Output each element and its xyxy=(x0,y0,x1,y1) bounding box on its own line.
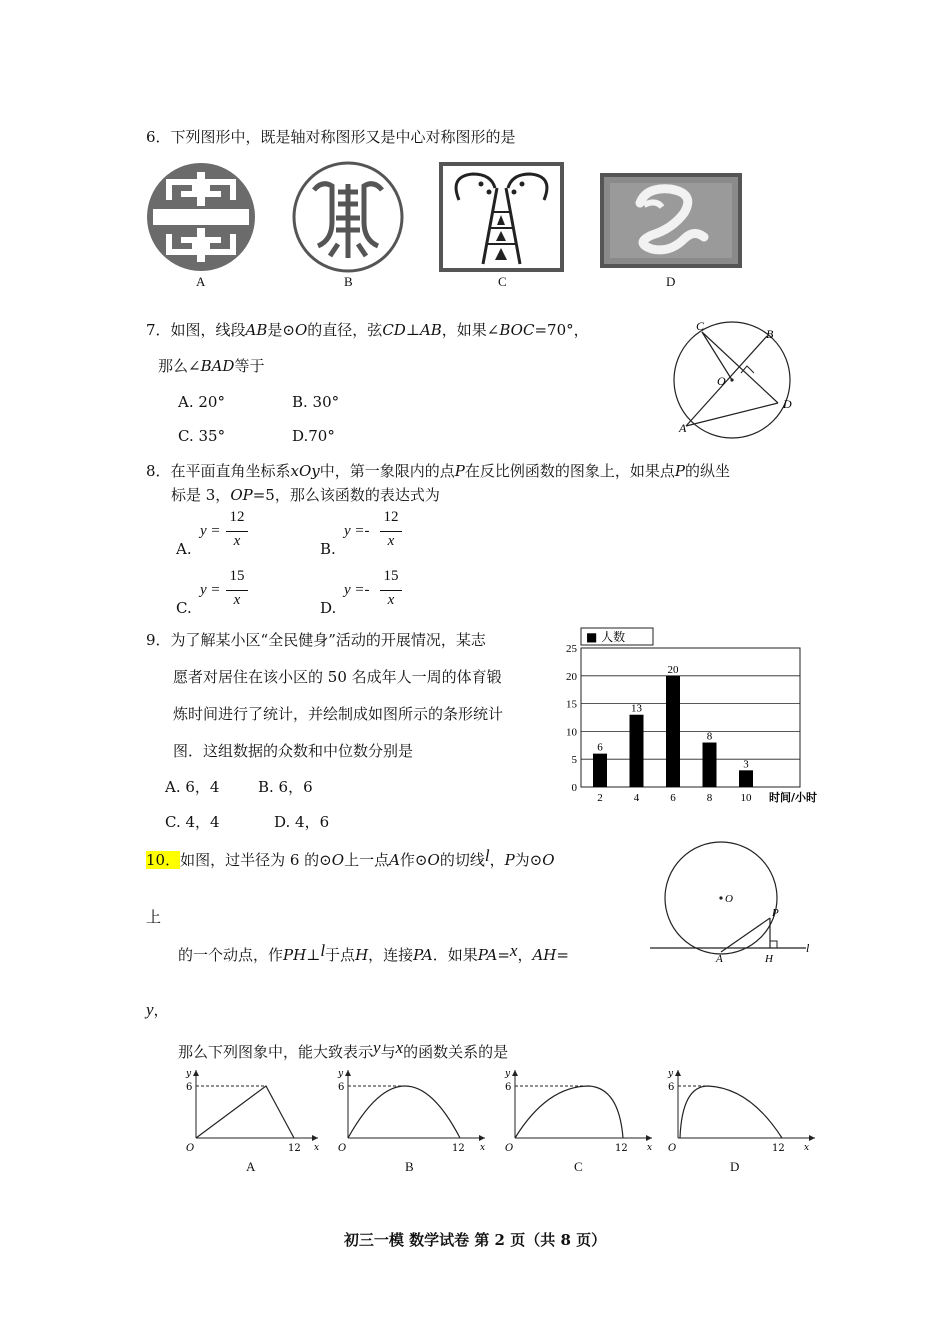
svg-text:x: x xyxy=(314,1143,320,1153)
q7-option-b: B. 30° xyxy=(292,393,340,411)
q10-number: 10． xyxy=(146,851,181,869)
q9-option-a: A. 6，4 xyxy=(165,778,220,796)
chart-x-tick-label: 2 xyxy=(597,792,603,804)
q7-option-a: A. 20° xyxy=(178,393,225,411)
svg-text:6: 6 xyxy=(338,1082,345,1093)
q10-label-p: P xyxy=(772,907,779,919)
q10-option-b: B xyxy=(405,1159,414,1174)
chart-y-tick-label: 20 xyxy=(566,670,577,683)
q10-graph-b xyxy=(330,1066,490,1161)
q6-option-b: B xyxy=(344,274,353,289)
chart-data-label: 3 xyxy=(743,758,749,771)
q9-option-c: C. 4，4 xyxy=(165,813,220,831)
q6-stem: 6．下列图形中，既是轴对称图形又是中心对称图形的是 xyxy=(146,128,516,146)
chart-x-tick-label: 10 xyxy=(740,792,752,804)
svg-text:12: 12 xyxy=(615,1143,628,1154)
q7-option-d: D.70° xyxy=(292,427,335,445)
q6-option-a: A xyxy=(196,274,206,289)
svg-text:O: O xyxy=(505,1143,514,1154)
q10-graph-c xyxy=(497,1066,657,1161)
q7-label-d: D xyxy=(783,397,792,411)
svg-text:x: x xyxy=(804,1143,810,1153)
q8-option-b-lhs: y =- xyxy=(344,523,370,539)
svg-text:y: y xyxy=(668,1069,674,1079)
q10-option-d: D xyxy=(730,1159,740,1174)
q10-stem-line2: 的一个动点，作PH⊥l于点H，连接PA．如果PA=x，AH= xyxy=(178,941,569,964)
chart-bar xyxy=(630,715,644,787)
chart-y-tick-label: 10 xyxy=(566,726,577,739)
svg-text:6: 6 xyxy=(668,1082,675,1093)
q6-figure-b xyxy=(292,162,404,272)
svg-text:y: y xyxy=(505,1069,511,1079)
q10-option-a: A xyxy=(246,1159,256,1174)
q10-label-l: l xyxy=(806,941,810,955)
q7-label-a: A xyxy=(679,421,687,435)
q9-stem-line3: 炼时间进行了统计，并绘制成如图所示的条形统计 xyxy=(173,705,504,723)
svg-text:y: y xyxy=(338,1069,344,1079)
q6-figure-c xyxy=(439,162,564,272)
q9-option-d: D. 4，6 xyxy=(274,813,330,831)
q7-stem-line2: 那么∠BAD等于 xyxy=(158,357,265,375)
q10-label-h: H xyxy=(765,953,773,965)
chart-bar xyxy=(593,754,607,787)
q10-stem-line3: y， xyxy=(146,1000,169,1019)
q8-option-a-letter: A. xyxy=(176,540,192,558)
q9-chart-legend: ■ 人数 xyxy=(586,630,626,644)
q10-stem-line1b: 上 xyxy=(146,908,162,926)
svg-text:y: y xyxy=(186,1069,192,1079)
q7-option-c: C. 35° xyxy=(178,427,226,445)
q6-option-d: D xyxy=(666,274,676,289)
q8-option-d-letter: D. xyxy=(320,599,337,617)
chart-data-label: 6 xyxy=(597,741,603,754)
svg-text:x: x xyxy=(480,1143,486,1153)
chart-data-label: 13 xyxy=(631,702,642,715)
q6-figure-d xyxy=(600,173,742,268)
q8-stem-line2: 标是 3，OP=5，那么该函数的表达式为 xyxy=(171,486,440,504)
chart-y-tick-label: 0 xyxy=(571,782,577,794)
q7-stem-line1: 7．如图，线段AB是⊙O的直径，弦CD⊥AB，如果∠BOC=70°， xyxy=(146,321,589,339)
q10-label-a: A xyxy=(716,953,723,965)
q9-option-b: B. 6，6 xyxy=(258,778,313,796)
svg-text:x: x xyxy=(647,1143,653,1153)
q8-option-b-letter: B. xyxy=(320,540,336,558)
q10-label-o: O xyxy=(725,893,733,905)
q9-bar-chart xyxy=(555,625,840,810)
q10-tangent-diagram xyxy=(648,840,823,965)
q9-chart-xlabel: 时间/小时 xyxy=(769,791,818,804)
svg-text:12: 12 xyxy=(452,1143,465,1154)
q6-figure-a xyxy=(145,162,257,272)
svg-text:O: O xyxy=(338,1143,347,1154)
chart-x-tick-label: 6 xyxy=(670,792,676,804)
chart-bar xyxy=(703,743,717,787)
svg-text:O: O xyxy=(668,1143,677,1154)
q7-label-o: O xyxy=(717,374,726,388)
q10-stem-line4: 那么下列图象中，能大致表示y与x的函数关系的是 xyxy=(178,1038,509,1061)
svg-text:12: 12 xyxy=(288,1143,301,1154)
chart-y-tick-label: 5 xyxy=(571,754,577,767)
q8-option-c-letter: C. xyxy=(176,599,192,617)
q10-stem-line1: 10．如图，过半径为 6 的⊙O上一点A作⊙O的切线l，P为⊙O xyxy=(146,846,555,869)
svg-text:12: 12 xyxy=(772,1143,785,1154)
q10-graph-a xyxy=(178,1066,323,1161)
chart-y-tick-label: 15 xyxy=(566,698,577,711)
q9-stem-line1: 9．为了解某小区“全民健身”活动的开展情况，某志 xyxy=(146,631,486,649)
q8-option-c-lhs: y = xyxy=(200,582,221,598)
q10-option-c: C xyxy=(574,1159,583,1174)
q8-option-d-lhs: y =- xyxy=(344,582,370,598)
q6-option-c: C xyxy=(498,274,507,289)
chart-bar xyxy=(739,770,753,787)
q10-graph-d xyxy=(660,1066,820,1161)
chart-x-tick-label: 4 xyxy=(633,792,640,804)
q7-label-b: B xyxy=(766,327,774,341)
chart-x-tick-label: 8 xyxy=(706,792,713,804)
chart-data-label: 8 xyxy=(706,730,713,743)
svg-text:6: 6 xyxy=(505,1082,512,1093)
chart-y-tick-label: 25 xyxy=(566,643,577,655)
page-footer: 初三一模 数学试卷 第 2 页（共 8 页） xyxy=(343,1231,607,1249)
svg-text:O: O xyxy=(186,1143,195,1154)
q7-label-c: C xyxy=(696,319,705,333)
chart-frame xyxy=(581,648,800,787)
chart-bar xyxy=(666,676,680,787)
chart-data-label: 20 xyxy=(667,663,679,676)
q8-stem-line1: 8．在平面直角坐标系xOy中，第一象限内的点P在反比例函数的图象上，如果点P的纵坐 xyxy=(146,462,731,480)
q9-stem-line2: 愿者对居住在该小区的 50 名成年人一周的体育锻 xyxy=(173,668,502,686)
q9-stem-line4: 图．这组数据的众数和中位数分别是 xyxy=(173,742,414,760)
q7-circle-diagram xyxy=(662,318,812,436)
q8-option-a-lhs: y = xyxy=(200,523,221,539)
svg-text:6: 6 xyxy=(186,1082,193,1093)
